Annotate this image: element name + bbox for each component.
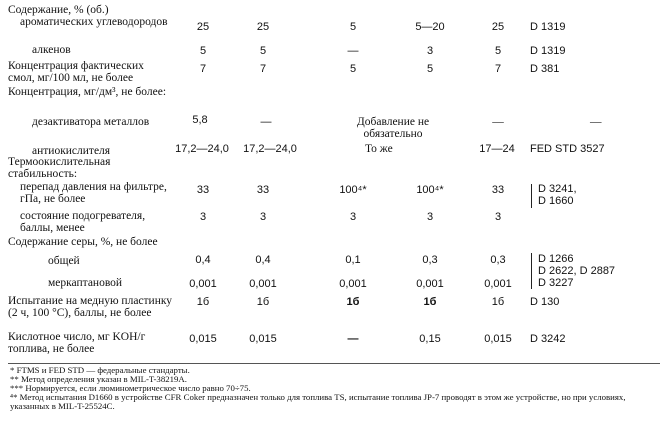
- cell-antioxidant-1: 17,2—24,0: [175, 143, 229, 155]
- row-label-aromatics: ароматических углеводородов: [20, 16, 168, 28]
- row-label-acid: Кислотное число, мг KOH/г топлива, не более: [8, 331, 146, 355]
- method-antioxidant: FED STD 3527: [530, 143, 605, 155]
- cell-gums-3: 5: [349, 63, 357, 75]
- method-copper: D 130: [530, 296, 560, 308]
- cell-aromatics-5: 25: [491, 21, 505, 33]
- row-label-preheater: состояние подогревателя, баллы, менее: [20, 210, 146, 234]
- row-label-deactivator: дезактиватора металлов: [32, 116, 150, 128]
- footnote-4: ⁴* Метод испытания D1660 в устройстве CFR Coker предназначен только для топлива TS, испытание топлива JP-7 проводят в этом же устройстве, но при условиях, указанных в MIL-T-25524C.: [10, 392, 626, 412]
- method-alkenes: D 1319: [530, 45, 566, 57]
- cell-alkenes-3: —: [347, 45, 359, 57]
- cell-copper-3: 1б: [346, 296, 360, 308]
- cell-preheater-4: 3: [426, 211, 434, 223]
- method-thermal-2: D 1660: [538, 195, 574, 207]
- cell-total-1: 0,4: [195, 254, 211, 266]
- cell-mercaptan-3: 0,001: [339, 278, 367, 290]
- row-label-alkenes: алкенов: [32, 44, 71, 56]
- cell-copper-1: 1б: [196, 296, 210, 308]
- cell-copper-4: 1б: [423, 296, 437, 308]
- row-label-copper: Испытание на медную пластинку (2 ч, 100 °С), баллы, не более: [8, 295, 173, 319]
- cell-alkenes-5: 5: [494, 45, 502, 57]
- brace-sulfur: [531, 253, 536, 289]
- cell-pressure-1: 33: [196, 184, 210, 196]
- cell-preheater-3: 3: [349, 211, 357, 223]
- cell-preheater-2: 3: [259, 211, 267, 223]
- cell-aromatics-2: 25: [256, 21, 270, 33]
- footnote-3: *** Нормируется, если люминометрическое число равно 70÷75.: [10, 383, 251, 393]
- cell-total-2: 0,4: [255, 254, 271, 266]
- cell-mercaptan-4: 0,001: [416, 278, 444, 290]
- row-label-gums: Концентрация фактических смол, мг/100 мл, не более: [8, 60, 144, 84]
- row-label-thermal-stability: Термоокислительная стабильность:: [8, 156, 111, 180]
- cell-total-5: 0,3: [490, 254, 506, 266]
- row-label-total: общей: [48, 255, 80, 267]
- cell-preheater-5: 3: [494, 211, 502, 223]
- cell-pressure-4: 100⁴*: [416, 184, 444, 196]
- cell-gums-4: 5: [426, 63, 434, 75]
- cell-gums-1: 7: [199, 63, 207, 75]
- cell-acid-1: 0,015: [189, 333, 217, 345]
- method-sulfur-2: D 2622, D 2887: [538, 265, 616, 277]
- cell-acid-4: 0,15: [419, 333, 441, 345]
- footnote-1: * FTMS и FED STD — федеральные стандарты.: [10, 365, 190, 375]
- cell-copper-5: 1б: [491, 296, 505, 308]
- cell-acid-2: 0,015: [249, 333, 277, 345]
- footnote-2: ** Метод определения указан в MIL-T-38219A.: [10, 374, 187, 384]
- cell-deactivator-2: —: [260, 116, 272, 128]
- cell-acid-3: —: [347, 333, 359, 345]
- method-sulfur-3: D 3227: [538, 277, 574, 289]
- cell-deactivator-1: 5,8: [192, 114, 208, 126]
- brace-thermal: [531, 184, 536, 208]
- method-thermal-1: D 3241,: [538, 183, 577, 195]
- cell-aromatics-1: 25: [196, 21, 210, 33]
- method-deactivator: —: [590, 116, 602, 128]
- row-label-sulfur: Содержание серы, %, не более: [8, 236, 158, 248]
- method-gums: D 381: [530, 63, 560, 75]
- method-acid: D 3242: [530, 333, 566, 345]
- cell-gums-5: 7: [494, 63, 502, 75]
- cell-aromatics-3: 5: [349, 21, 357, 33]
- cell-mercaptan-2: 0,001: [249, 278, 277, 290]
- cell-antioxidant-same: То же: [365, 143, 393, 155]
- row-label-antioxidant: антиокислителя: [32, 145, 111, 157]
- row-label-pressure-drop: перепад давления на фильтре, гПа, не более: [20, 181, 167, 205]
- deactivator-note: Добавление не обязательно: [356, 116, 430, 140]
- cell-alkenes-4: 3: [426, 45, 434, 57]
- cell-aromatics-4: 5—20: [415, 21, 445, 33]
- cell-pressure-5: 33: [491, 184, 505, 196]
- cell-total-4: 0,3: [422, 254, 438, 266]
- cell-mercaptan-5: 0,001: [484, 278, 512, 290]
- cell-pressure-2: 33: [256, 184, 270, 196]
- cell-alkenes-1: 5: [199, 45, 207, 57]
- cell-gums-2: 7: [259, 63, 267, 75]
- cell-acid-5: 0,015: [484, 333, 512, 345]
- cell-antioxidant-5: 17—24: [479, 143, 515, 155]
- cell-alkenes-2: 5: [259, 45, 267, 57]
- cell-preheater-1: 3: [199, 211, 207, 223]
- cell-copper-2: 1б: [256, 296, 270, 308]
- row-label-mercaptan: меркаптановой: [48, 277, 123, 289]
- method-sulfur-1: D 1266: [538, 253, 574, 265]
- row-label-concentration: Концентрация, мг/дм³, не более:: [8, 86, 167, 98]
- row-label-content: Содержание, % (об.): [8, 4, 109, 16]
- cell-mercaptan-1: 0,001: [189, 278, 217, 290]
- footnote-separator: [8, 363, 660, 364]
- cell-total-3: 0,1: [345, 254, 361, 266]
- cell-deactivator-5: —: [492, 116, 504, 128]
- cell-antioxidant-2: 17,2—24,0: [243, 143, 297, 155]
- method-aromatics: D 1319: [530, 21, 566, 33]
- cell-pressure-3: 100⁴*: [339, 184, 367, 196]
